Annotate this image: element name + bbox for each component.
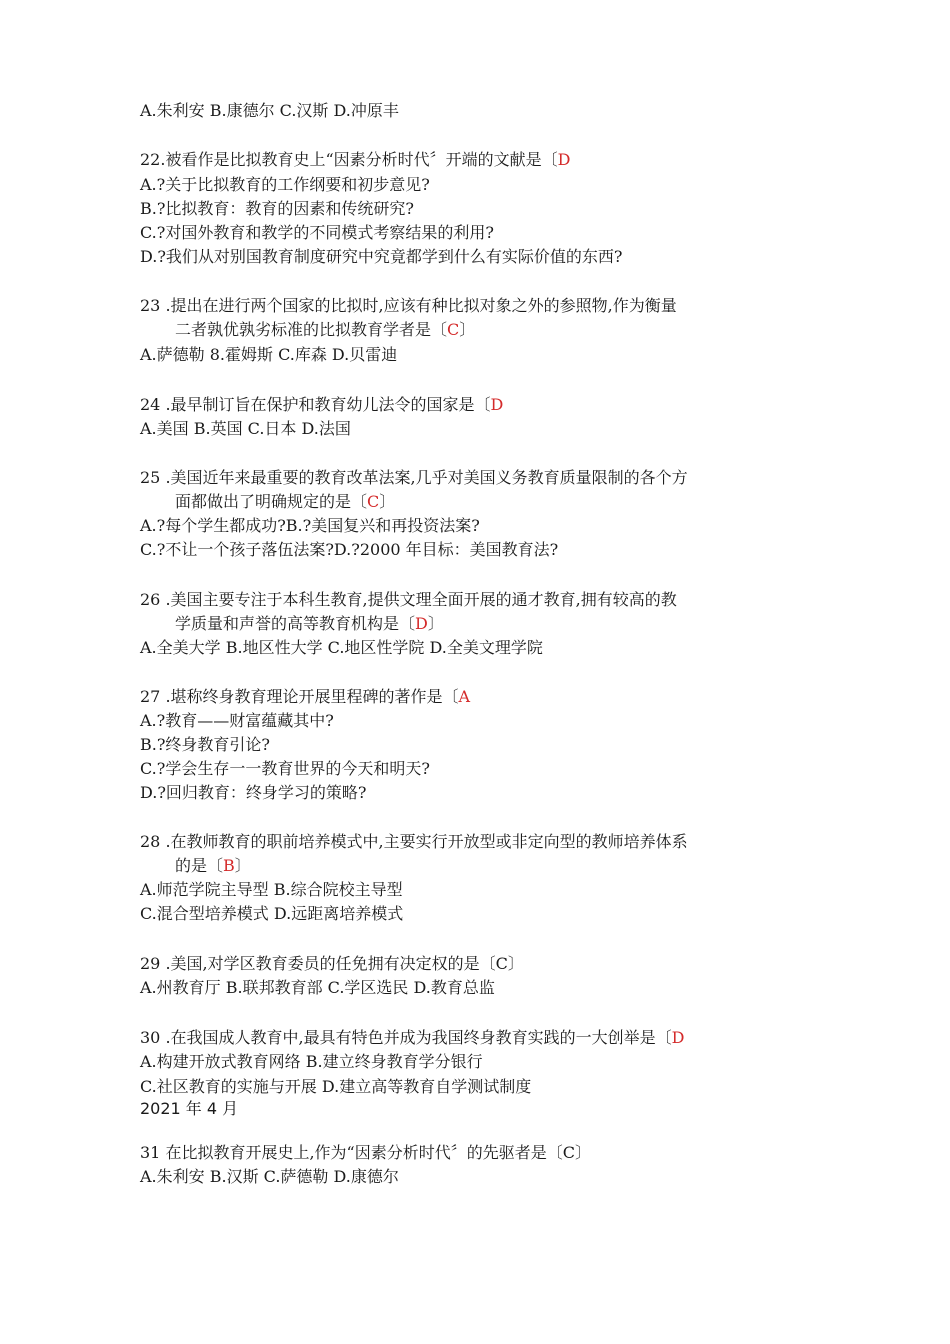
q25-stem-line1: 25 .美国近年来最重要的教育改革法案,几乎对美国义务教育质量限制的各个方 — [140, 468, 688, 487]
q22-option-b: B.?比拟教育：教育的因素和传统研究? — [140, 199, 415, 218]
q29-answer: C — [495, 954, 508, 973]
q30-answer: D — [671, 1028, 685, 1047]
q24-answer: D — [490, 395, 504, 414]
q24-text: 24 .最早制订旨在保护和教育幼儿法令的国家是〔 — [140, 395, 491, 414]
q26-stem-line1: 26 .美国主要专注于本科生教育,提供文理全面开展的通才教育,拥有较高的教 — [140, 590, 677, 609]
q30-options-ab: A.构建开放式教育网络 B.建立终身教育学分银行 — [140, 1052, 483, 1071]
q22-option-d: D.?我们从对别国教育制度研究中究竟都学到什么有实际价值的东西? — [140, 247, 623, 266]
q28-options-ab: A.师范学院主导型 B.综合院校主导型 — [140, 880, 403, 899]
q29-options: A.州教育厅 B.联邦教育部 C.学区选民 D.教育总监 — [140, 978, 495, 997]
q23-stem-line1: 23 .提出在进行两个国家的比拟时,应该有种比拟对象之外的参照物,作为衡量 — [140, 296, 677, 315]
q25-options-cd: C.?不让一个孩子落伍法案?D.?2000 年目标：美国教育法? — [140, 540, 559, 559]
q23-text: 二者孰优孰劣标准的比拟教育学者是〔 — [175, 320, 448, 339]
q28-stem-line2 — [175, 856, 251, 876]
q26-options: A.全美大学 B.地区性大学 C.地区性学院 D.全美文理学院 — [140, 638, 543, 657]
q22-stem — [140, 150, 570, 170]
q27-text: 27 .堪称终身教育理论开展里程碑的著作是〔 — [140, 687, 459, 706]
q23-answer: C — [447, 320, 460, 339]
q27-option-c: C.?学会生存一一教育世界的今天和明天? — [140, 759, 430, 778]
q28-text: 的是〔 — [175, 856, 224, 875]
q23-stem-line2 — [175, 320, 475, 340]
q22-answer: D — [557, 150, 571, 169]
q24-stem — [140, 395, 503, 415]
q25-text: 面都做出了明确规定的是〔 — [175, 492, 368, 511]
q25-options-ab: A.?每个学生都成功?B.?美国复兴和再投资法案? — [140, 516, 480, 535]
q28-answer: B — [223, 856, 235, 875]
q27-option-a: A.?教育——财富蕴藏其中? — [140, 711, 334, 730]
q26-text: 学质量和声誉的高等教育机构是〔 — [175, 614, 416, 633]
q30-text: 30 .在我国成人教育中,最具有特色并成为我国终身教育实践的一大创举是〔 — [140, 1028, 672, 1047]
q30-stem — [140, 1028, 684, 1048]
q28-close: 〕 — [234, 856, 251, 875]
q23-options: A.萨德勒 8.霍姆斯 C.库森 D.贝雷迪 — [140, 345, 398, 364]
q26-answer: D — [415, 614, 428, 633]
q31-options: A.朱利安 B.汉斯 C.萨德勒 D.康德尔 — [140, 1167, 399, 1186]
q31-stem: 31 在比拟教育开展史上,作为“因素分析时代〞的先驱者是〔C〕 — [140, 1143, 591, 1162]
q23-close: 〕 — [459, 320, 476, 339]
q29-text: 29 .美国,对学区教育委员的任免拥有决定权的是〔 — [140, 954, 496, 973]
q26-close: 〕 — [427, 614, 444, 633]
q27-answer: A — [458, 687, 471, 706]
q28-options-cd: C.混合型培养模式 D.远距离培养模式 — [140, 904, 404, 923]
q30-options-cd: C.社区教育的实施与开展 D.建立高等教育自学测试制度 — [140, 1077, 532, 1096]
q26-stem-line2 — [175, 614, 444, 634]
q27-stem — [140, 687, 470, 707]
q25-stem-line2 — [175, 492, 395, 512]
q29-close: 〕 — [507, 954, 524, 973]
date-line: 2021 年 4 月 — [140, 1099, 239, 1118]
q22-option-a: A.?关于比拟教育的工作纲要和初步意见? — [140, 175, 430, 194]
q29-stem — [140, 954, 524, 974]
q25-answer: C — [367, 492, 380, 511]
q25-close: 〕 — [379, 492, 396, 511]
q22-option-c: C.?对国外教育和教学的不同模式考察结果的利用? — [140, 223, 494, 242]
q27-option-b: B.?终身教育引论? — [140, 735, 271, 754]
q28-stem-line1: 28 .在教师教育的职前培养模式中,主要实行开放型或非定向型的教师培养体系 — [140, 832, 688, 851]
q24-options: A.美国 B.英国 C.日本 D.法国 — [140, 419, 351, 438]
q27-option-d: D.?回归教育：终身学习的策略? — [140, 783, 367, 802]
q21-options: A.朱利安 B.康德尔 C.汉斯 D.冲原丰 — [140, 101, 399, 120]
q22-text: 22.被看作是比拟教育史上“因素分析时代〞开端的文献是〔 — [140, 150, 558, 169]
